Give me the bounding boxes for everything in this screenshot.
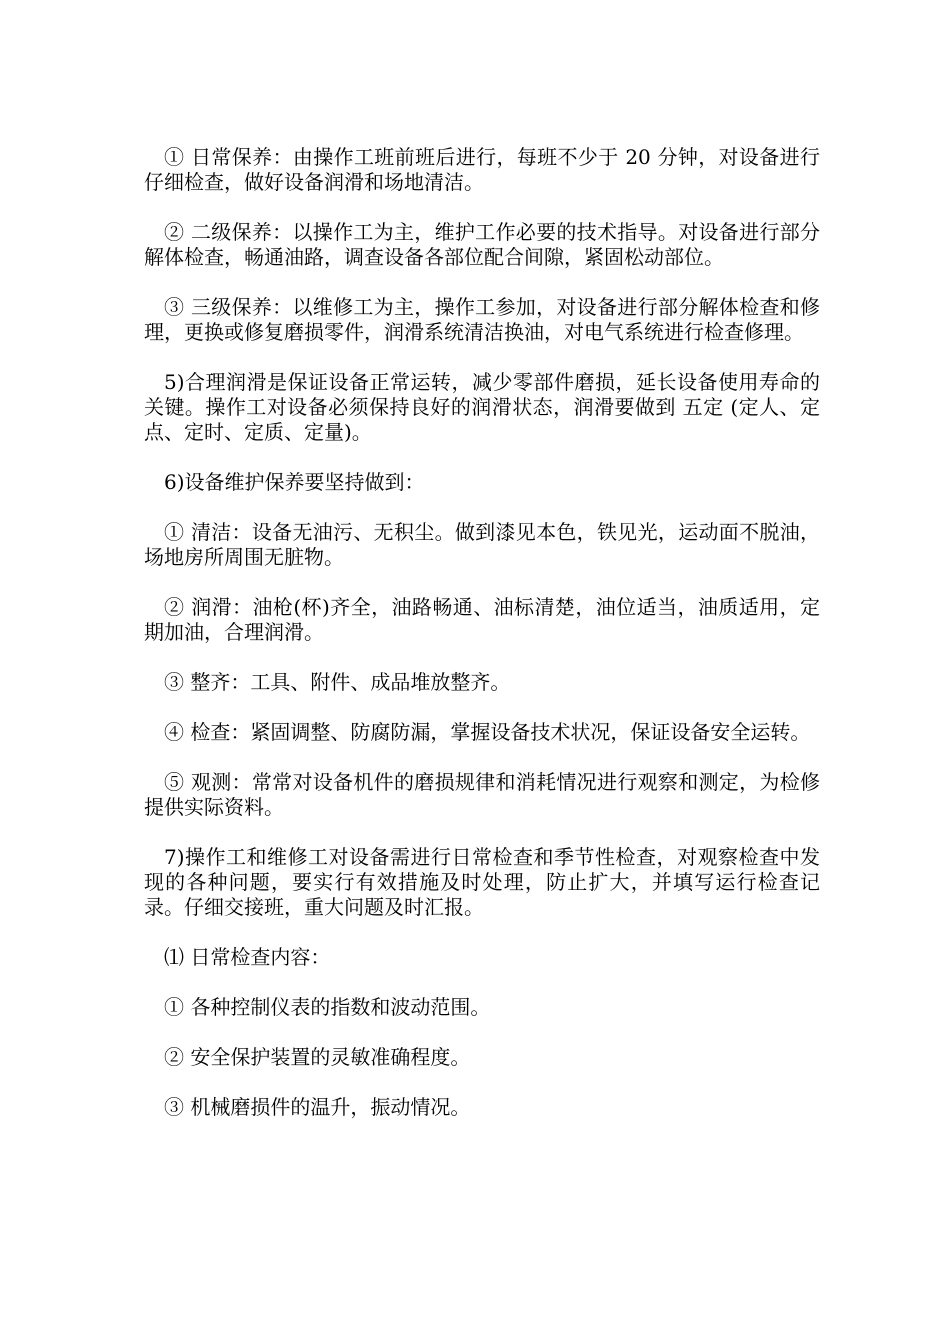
paragraph-wear-parts: ③ 机械磨损件的温升，振动情况。: [164, 1095, 471, 1119]
paragraph-lubrication: 5)合理润滑是保证设备正常运转，减少零部件磨损，延长设备使用寿命的关键。操作工对设备必须保持良好的润滑状态，润滑要做到 五定 (定人、定点、定时、定质、定量)。: [144, 370, 820, 444]
paragraph-observation: ⑤ 观测：常常对设备机件的磨损规律和消耗情况进行观察和测定，为检修提供实际资料。: [144, 770, 820, 819]
paragraph-tidiness: ③ 整齐：工具、附件、成品堆放整齐。: [164, 670, 511, 694]
paragraph-cleanliness: ① 清洁：设备无油污、无积尘。做到漆见本色，铁见光，运动面不脱油，场地房所周围无脏物。: [144, 520, 820, 569]
paragraph-control-instruments: ① 各种控制仪表的指数和波动范围。: [164, 995, 491, 1019]
paragraph-inspection: ④ 检查：紧固调整、防腐防漏，掌握设备技术状况，保证设备安全运转。: [164, 720, 811, 744]
paragraph-daily-maintenance: ① 日常保养：由操作工班前班后进行，每班不少于 20 分钟，对设备进行仔细检查，做好设备润滑和场地清洁。: [144, 145, 820, 194]
document-body: [144, 145, 820, 1145]
paragraph-daily-and-seasonal-checks: 7)操作工和维修工对设备需进行日常检查和季节性检查，对观察检查中发现的各种问题，要实行有效措施及时处理，防止扩大，并填写运行检查记录。仔细交接班，重大问题及时汇报。: [144, 845, 820, 919]
paragraph-safety-devices: ② 安全保护装置的灵敏准确程度。: [164, 1045, 471, 1069]
paragraph-lubricating: ② 润滑：油枪(杯)齐全，油路畅通、油标清楚，油位适当，油质适用，定期加油，合理润滑。: [144, 595, 820, 644]
paragraph-secondary-maintenance: ② 二级保养：以操作工为主，维护工作必要的技术指导。对设备进行部分解体检查，畅通油路，调查设备各部位配合间隙，紧固松动部位。: [144, 220, 820, 269]
paragraph-daily-check-contents: ⑴ 日常检查内容：: [164, 945, 331, 969]
paragraph-tertiary-maintenance: ③ 三级保养：以维修工为主，操作工参加，对设备进行部分解体检查和修理，更换或修复磨损零件，润滑系统清洁换油，对电气系统进行检查修理。: [144, 295, 820, 344]
paragraph-maintenance-requirements: 6)设备维护保养要坚持做到：: [164, 470, 425, 494]
